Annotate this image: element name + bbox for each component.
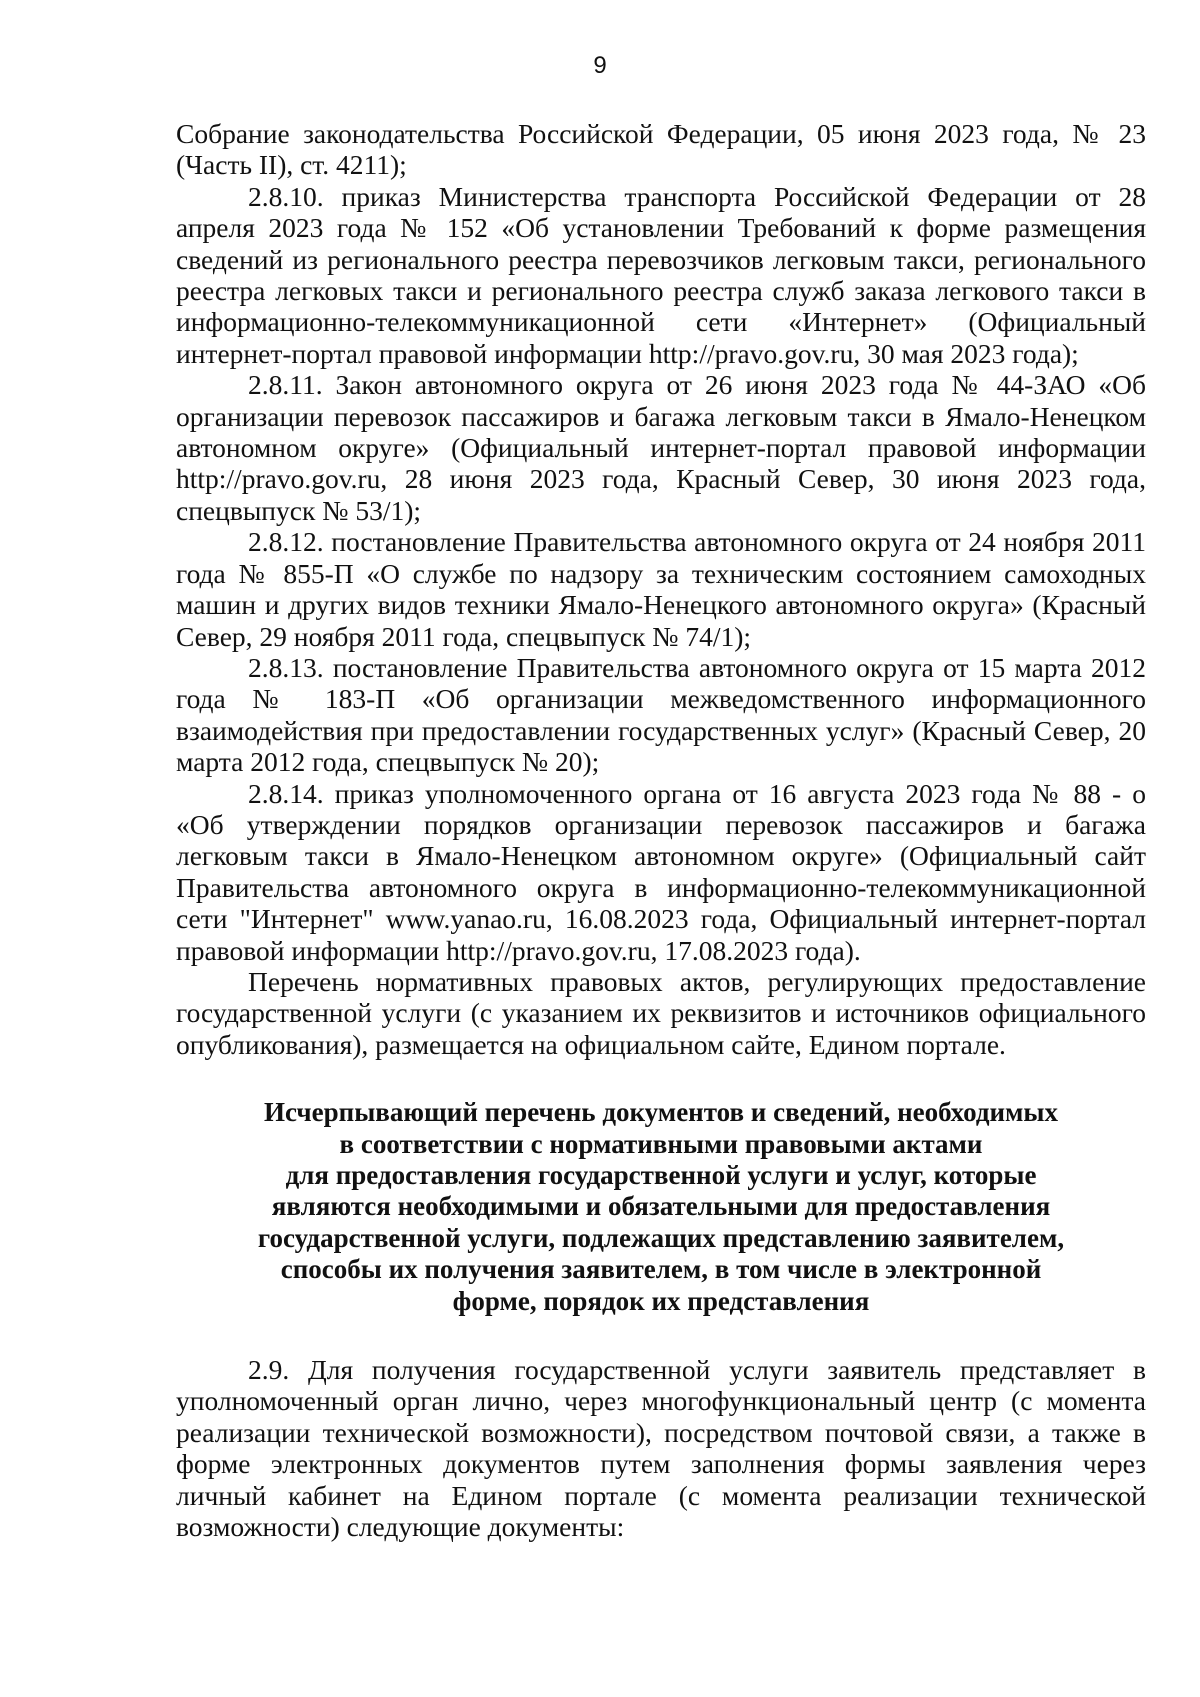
paragraph-2-8-10: 2.8.10. приказ Министерства транспорта Российской Федерации от 28 апреля 2023 года № 152 «Об установлении Требований к форме размещения сведений из регионального реестра перевозчиков легковым такси, регионального реестра легковых такси и регионального реестра служб заказа легкового такси в информационно-телекоммуникационной сети «Интернет» (Официальный интернет-портал правовой информации http://pravo.gov.ru, 30 мая 2023 года);	[176, 180, 1146, 369]
spacer	[176, 1317, 1146, 1354]
heading-line: являются необходимыми и обязательными для предоставления	[271, 1191, 1051, 1222]
document-body	[176, 118, 1146, 1542]
paragraph-2-9: 2.9. Для получения государственной услуги заявитель представляет в уполномоченный орган лично, через многофункциональный центр (с момента реализации технической возможности), посредством почтовой связи, а также в форме электронных документов путем заполнения формы заявления через личный кабинет на Едином портале (с момента реализации технической возможности) следующие документы:	[176, 1354, 1146, 1543]
heading-line: в соответствии с нормативными правовыми актами	[339, 1128, 983, 1159]
section-heading	[176, 1097, 1146, 1317]
paragraph-2-8-13: 2.8.13. постановление Правительства автономного округа от 15 марта 2012 года № 183-П «Об организации межведомственного информационного взаимодействия при предоставлении государственных услуг» (Красный Север, 20 марта 2012 года, спецвыпуск № 20);	[176, 651, 1146, 778]
heading-line: форме, порядок их представления	[452, 1285, 870, 1316]
heading-line: для предоставления государственной услуги и услуг, которые	[285, 1160, 1037, 1190]
paragraph-continuation: Собрание законодательства Российской Федерации, 05 июня 2023 года, № 23 (Часть II), ст. 4211);	[176, 118, 1146, 181]
heading-line: Исчерпывающий перечень документов и сведений, необходимых	[263, 1097, 1059, 1128]
paragraph-2-8-12: 2.8.12. постановление Правительства автономного округа от 24 ноября 2011 года № 855-П «О службе по надзору за техническим состоянием самоходных машин и других видов техники Ямало-Ненецкого автономного округа» (Красный Север, 29 ноября 2011 года, спецвыпуск № 74/1);	[176, 526, 1146, 652]
paragraph-2-8-14: 2.8.14. приказ уполномоченного органа от 16 августа 2023 года № 88 - о «Об утверждении порядков организации перевозок пассажиров и багажа легковым такси в Ямало-Ненецком автономном округе» (Официальный сайт Правительства автономного округа в информационно-телекоммуникационной сети "Интернет" www.yanao.ru, 16.08.2023 года, Официальный интернет-портал правовой информации http://pravo.gov.ru, 17.08.2023 года).	[176, 777, 1146, 966]
page-number: 9	[593, 52, 607, 79]
paragraph-2-8-11: 2.8.11. Закон автономного округа от 26 июня 2023 года № 44-ЗАО «Об организации перевозок пассажиров и багажа легковым такси в Ямало-Ненецком автономном округе» (Официальный интернет-портал правовой информации http://pravo.gov.ru, 28 июня 2023 года, Красный Север, 30 июня 2023 года, спецвыпуск № 53/1);	[176, 369, 1146, 526]
heading-line: способы их получения заявителем, в том числе в электронной	[280, 1254, 1042, 1285]
heading-line: государственной услуги, подлежащих представлению заявителем,	[257, 1222, 1065, 1253]
paragraph-acts-list: Перечень нормативных правовых актов, регулирующих предоставление государственной услуги (с указанием их реквизитов и источников официального опубликования), размещается на официальном сайте, Едином портале.	[176, 965, 1146, 1060]
